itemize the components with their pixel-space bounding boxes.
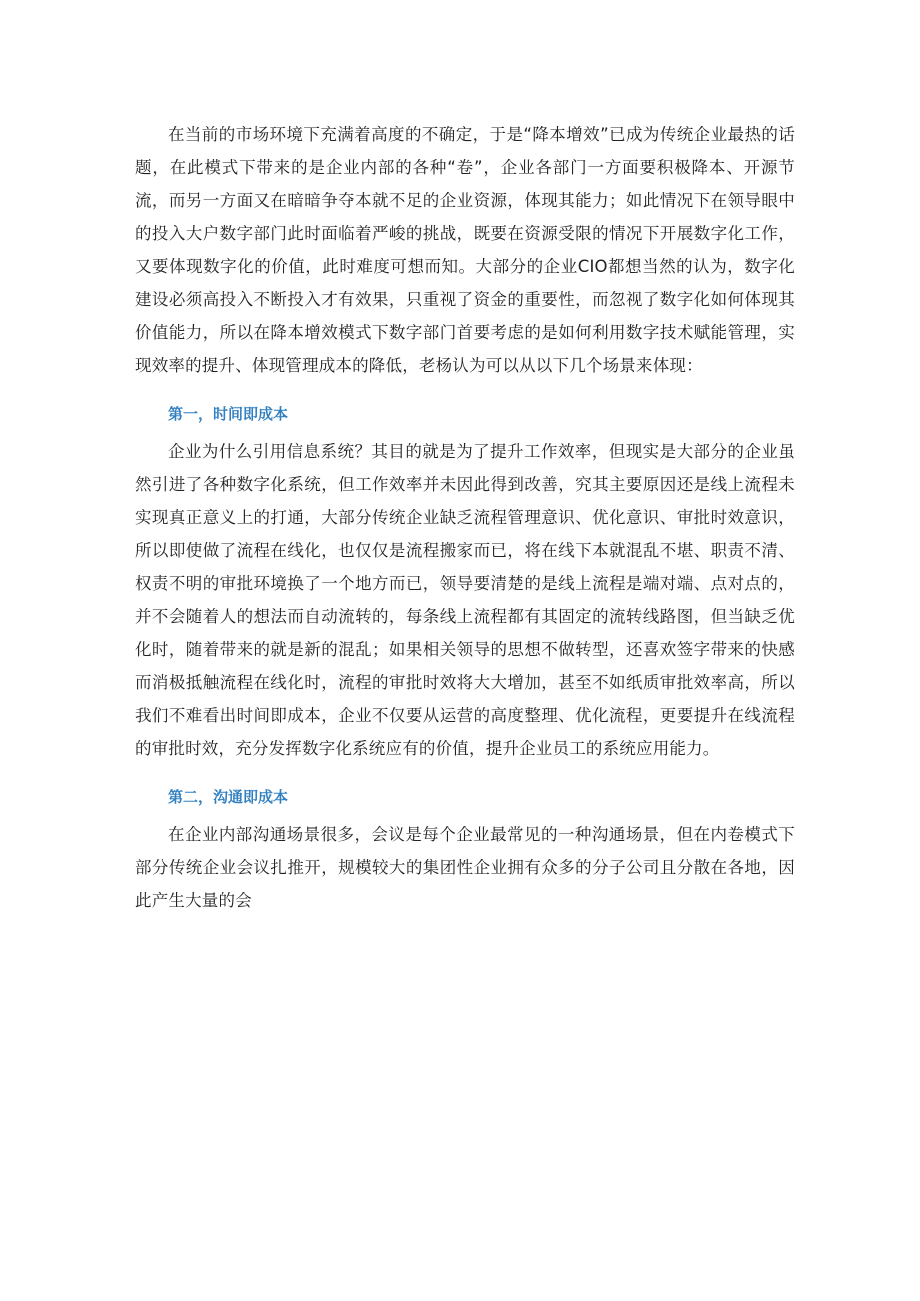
time-paragraph: 企业为什么引用信息系统？其目的就是为了提升工作效率，但现实是大部分的企业虽然引进了各种数字化系统，但工作效率并未因此得到改善，究其主要原因还是线上流程未实现真正意义上的打通，大部分传统企业缺乏流程管理意识、优化意识、审批时效意识，所以即使做了流程在线化，也仅仅是流程搬家而已，将在线下本就混乱不堪、职责不清、权责不明的审批环境换了一个地方而已，领导要清楚的是线上流程是端对端、点对点的，并不会随着人的想法而自动流转的，每条线上流程都有其固定的流转线路图，但当缺乏优化时，随着带来的就是新的混乱；如果相关领导的思想不做转型，还喜欢签字带来的快感而消极抵触流程在线化时，流程的审批时效将大大增加，甚至不如纸质审批效率高，所以我们不难看出时间即成本，企业不仅要从运营的高度整理、优化流程，更要提升在线流程的审批时效，充分发挥数字化系统应有的价值，提升企业员工的系统应用能力。: [135, 442, 795, 758]
section-heading-time: 第一，时间即成本: [168, 405, 289, 423]
intro-paragraph: 在当前的市场环境下充满着高度的不确定，于是“降本增效”已成为传统企业最热的话题，在此模式下带来的是企业内部的各种“卷”，企业各部门一方面要积极降本、开源节流，而另一方面又在暗暗争夺本就不足的企业资源，体现其能力；如此情况下在领导眼中的投入大户数字部门此时面临着严峻的挑战，既要在资源受限的情况下开展数字化工作，又要体现数字化的价值，此时难度可想而知。大部分的企业CIO都想当然的认为，数字化建设必须高投入不断投入才有效果，只重视了资金的重要性，而忽视了数字化如何体现其价值能力，所以在降本增效模式下数字部门首要考虑的是如何利用数字技术赋能管理，实现效率的提升、体现管理成本的降低，老杨认为可以从以下几个场景来体现：: [135, 125, 795, 375]
document-body: [135, 118, 795, 917]
communication-paragraph: 在企业内部沟通场景很多，会议是每个企业最常见的一种沟通场景，但在内卷模式下部分传统企业会议扎推开，规模较大的集团性企业拥有众多的分子公司且分散在各地，因此产生大量的会: [135, 825, 795, 910]
section-heading-communication: 第二，沟通即成本: [168, 788, 289, 806]
